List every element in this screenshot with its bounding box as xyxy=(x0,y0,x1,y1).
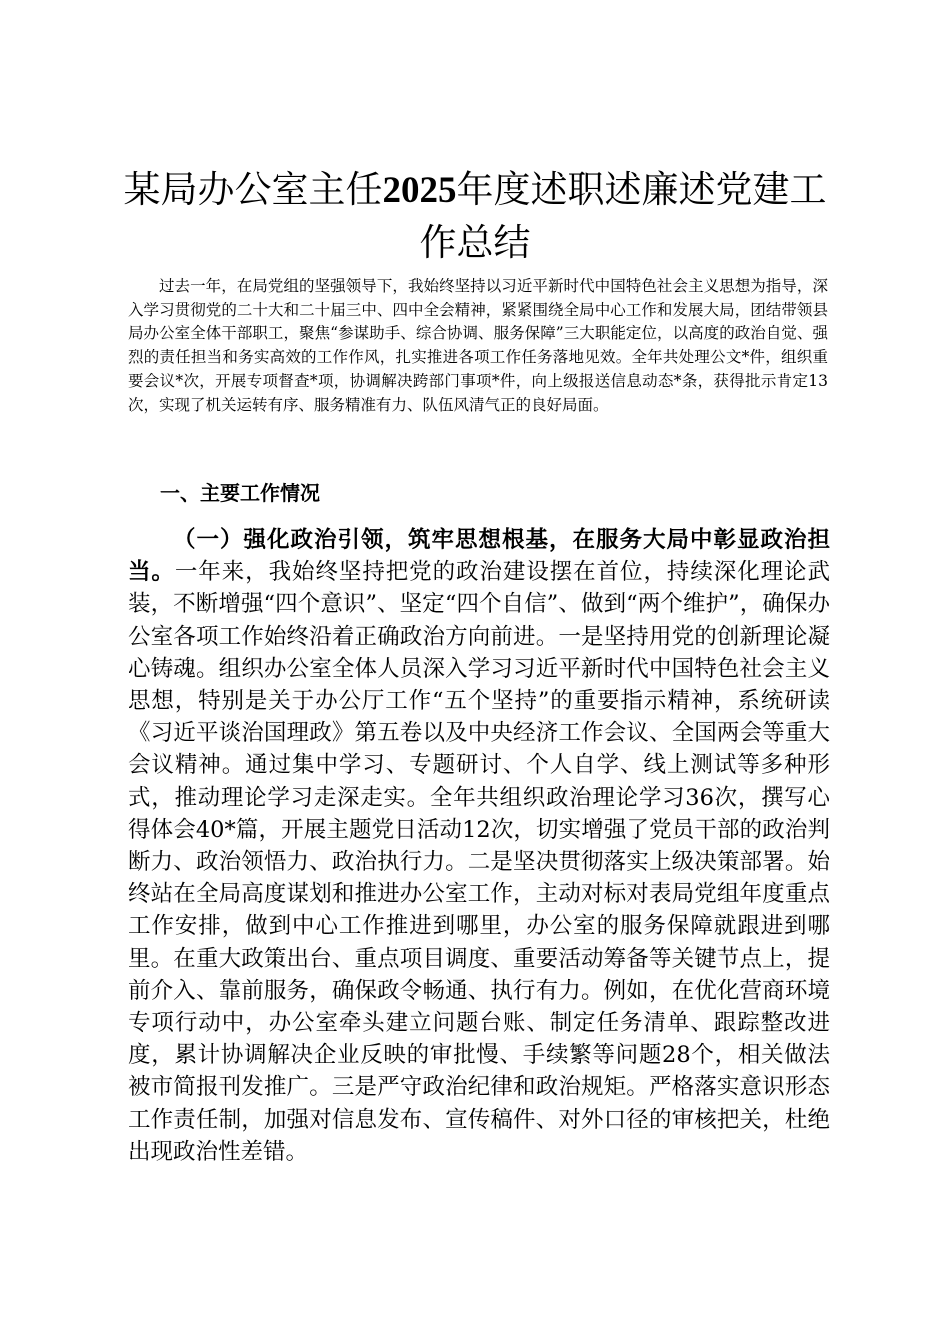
subsection-lead: （一）强化政治引领，筑牢思想根基，在服务大局中彰显政治担当。 xyxy=(128,527,830,586)
subsection-body: 一年来，我始终坚持把党的政治建设摆在首位，持续深化理论武装，不断增强“四个意识”、坚定“四个自信”、做到“两个维护”，确保办公室各项工作始终沿着正确政治方向前进。一是坚持用党的创新理论凝心铸魂。组织办公室全体人员深入学习习近平新时代中国特色社会主义思想，特别是关于办公厅工作“五个坚持”的重要指示精神，系统研读《习近平谈治国理政》第五卷以及中央经济工作会议、全国两会等重大会议精神。通过集中学习、专题研讨、个人自学、线上测试等多种形式，推动理论学习走深走实。全年共组织政治理论学习36次，撰写心得体会40*篇，开展主题党日活动12次，切实增强了党员干部的政治判断力、政治领悟力、政治执行力。二是坚决贯彻落实上级决策部署。始终站在全局高度谋划和推进办公室工作，主动对标对表局党组年度重点工作安排，做到中心工作推进到哪里，办公室的服务保障就跟进到哪里。在重大政策出台、重点项目调度、重要活动筹备等关键节点上，提前介入、靠前服务，确保政令畅通、执行有力。例如，在优化营商环境专项行动中，办公室牵头建立问题台账、制定任务清单、跟踪整改进度，累计协调解决企业反映的审批慢、手续繁等问题28个，相关做法被市简报刊发推广。三是严守政治纪律和政治规矩。严格落实意识形态工作责任制，加强对信息发布、宣传稿件、对外口径的审核把关，杜绝出现政治性差错。 xyxy=(128,559,830,1165)
section-heading: 一、主要工作情况 xyxy=(160,481,320,505)
intro-paragraph: 过去一年，在局党组的坚强领导下，我始终坚持以习近平新时代中国特色社会主义思想为指导，深入学习贯彻党的二十大和二十届三中、四中全会精神，紧紧围绕全局中心工作和发展大局，团结带领县局办公室全体干部职工，聚焦“参谋助手、综合协调、服务保障”三大职能定位，以高度的政治自觉、强烈的责任担当和务实高效的工作作风，扎实推进各项工作任务落地见效。全年共处理公文*件，组织重要会议*次，开展专项督查*项，协调解决跨部门事项*件，向上级报送信息动态*条，获得批示肯定13次，实现了机关运转有序、服务精准有力、队伍风清气正的良好局面。 xyxy=(128,277,828,414)
document-title xyxy=(120,164,830,269)
subsection-paragraph xyxy=(128,524,830,1168)
title-suffix: 年度述职述廉述党建工作总结 xyxy=(419,168,827,264)
title-year: 2025 xyxy=(382,170,457,211)
title-prefix: 某局办公室主任 xyxy=(123,168,383,211)
